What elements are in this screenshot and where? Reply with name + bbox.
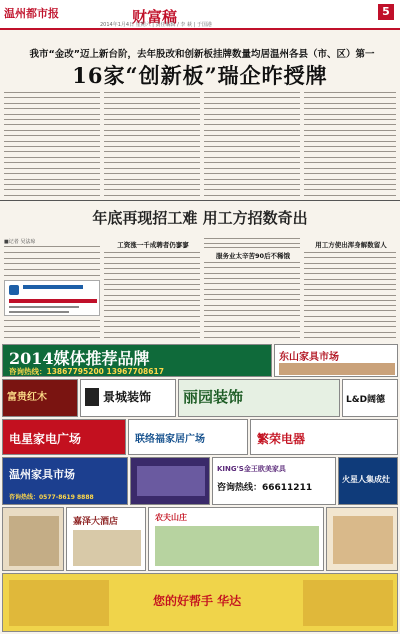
dianqi-name: 电星家电广场 — [9, 432, 82, 446]
vertical-ad-photo — [137, 466, 205, 496]
byline: ■记者 吴法琼 — [4, 239, 36, 245]
column-heading: 工资涨一千成聘者仍寥寥 — [117, 241, 189, 249]
dianqi-ad — [2, 419, 126, 455]
kings-hotline: 咨询热线：66611211 — [217, 483, 313, 493]
fugui-ad — [2, 379, 78, 417]
nongfu-ad — [148, 507, 324, 571]
bottom-banner-photo — [9, 580, 109, 626]
fugui-name: 富贵红木 — [7, 392, 47, 403]
date-line: 2014年1月4日 星期六 | 责任编辑 / 李 萩 | 于国港 — [100, 22, 212, 28]
bottom-banner-name: 您的好帮手 华达 — [153, 594, 242, 608]
dongshan-name: 东山家具市场 — [279, 352, 339, 363]
story2-text-col-1a — [4, 246, 100, 276]
small-ad-2 — [326, 507, 398, 571]
jingcheng-ad — [80, 379, 176, 417]
lead-headline: 16家“创新板”瑞企昨授牌 — [72, 63, 328, 88]
paper-name: 温州都市报 — [4, 7, 59, 20]
nongfu-name: 农夫山庄 — [155, 513, 187, 522]
lili-ad — [178, 379, 340, 417]
jiazewu-ad — [66, 507, 146, 571]
wenzhou-furniture-phone: 咨询热线：0577-8619 8888 — [9, 494, 94, 501]
banner-ad — [2, 344, 272, 377]
header-rule — [0, 28, 400, 30]
page-number: 5 — [378, 4, 394, 20]
logo-icon — [9, 285, 19, 295]
ad-text-line — [9, 306, 79, 308]
lili-name: 丽园装饰 — [183, 388, 244, 406]
column-heading: 用工方使出浑身解数留人 — [315, 241, 387, 249]
dongshan-photo — [279, 363, 395, 375]
dongshan-ad — [274, 344, 398, 377]
wenzhou-furniture-name: 温州家具市场 — [9, 468, 75, 481]
lead-text-col-2 — [104, 92, 200, 196]
bottom-banner — [2, 573, 398, 632]
lid-ad — [342, 379, 398, 417]
story2-text-col-2 — [104, 252, 200, 338]
job-fair-ad — [4, 280, 100, 316]
fanrong-name: 繁荣电器 — [257, 432, 306, 446]
fanrong-ad — [250, 419, 398, 455]
huolong-name: 火星人集成灶 — [342, 475, 390, 484]
story-divider — [0, 200, 400, 201]
jingcheng-logo-icon — [85, 388, 99, 406]
vertical-ad — [130, 457, 210, 505]
lead-text-col-3 — [204, 92, 300, 196]
huolong-ad — [338, 457, 398, 505]
lianyi-ad — [128, 419, 248, 455]
banner-title: 2014媒体推荐品牌 — [9, 349, 150, 368]
story2-text-col-4 — [304, 252, 396, 338]
nongfu-photo — [155, 526, 319, 566]
second-headline: 年底再现招工难 用工方招数奇出 — [92, 209, 308, 227]
kings-ad — [212, 457, 336, 505]
lead-subhead: 我市“金改”迈上新台阶，去年股改和创新板挂牌数量均居温州各县（市、区）第一 — [29, 49, 375, 60]
wenzhou-furniture-ad — [2, 457, 128, 505]
banner-phone: 咨询热线：13867795200 13967708617 — [9, 367, 164, 376]
lead-text-col-4 — [304, 92, 396, 196]
lianyi-name: 联络福家居广场 — [135, 434, 205, 445]
small-ad-photo — [9, 516, 59, 566]
story2-text-col-1b — [4, 320, 100, 338]
section-title: 财富稿 — [132, 8, 178, 26]
jingcheng-name: 景城装饰 — [103, 390, 152, 404]
jiazewu-name: 嘉泽大酒店 — [73, 517, 119, 527]
story2-text-col-3b — [204, 262, 300, 338]
ad-text-line — [9, 311, 69, 313]
story2-text-col-3a — [204, 238, 300, 248]
lid-name: L&D阔德 — [346, 395, 386, 405]
column-heading: 服务业太辛苦90后不稀饿 — [215, 252, 291, 260]
small-ad-1 — [2, 507, 64, 571]
ad-title-bar — [23, 285, 83, 289]
kings-name: KING'S金王欧美家具 — [217, 465, 286, 473]
small-ad-photo — [333, 516, 393, 564]
jiazewu-photo — [73, 530, 141, 566]
lead-text-col-1 — [4, 92, 100, 196]
ad-subtitle-bar — [9, 299, 97, 303]
bottom-banner-photo — [303, 580, 393, 626]
